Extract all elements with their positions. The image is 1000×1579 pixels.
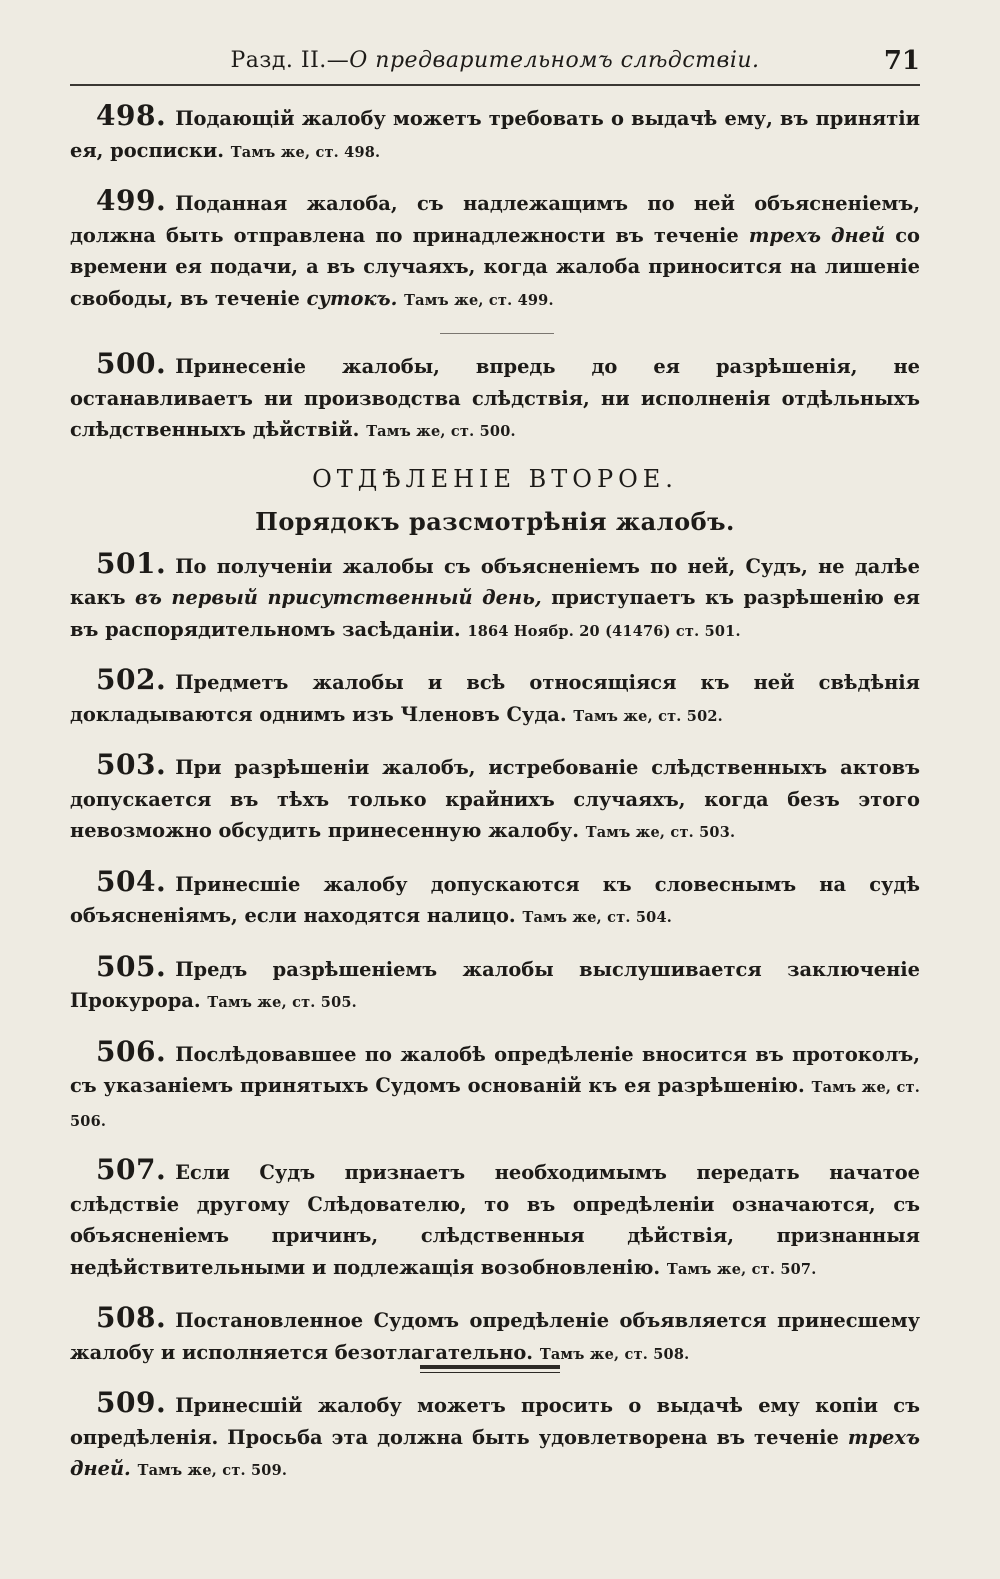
page-number: 71 [883, 46, 920, 76]
running-head-title [70, 48, 920, 73]
article-text: Поданная жалоба, съ надлежащимъ по ней объясненіемъ, должна быть отправлена по принадлежности въ теченіе [70, 192, 920, 247]
article-text: Предъ разрѣшеніемъ жалобы выслушивается заключеніе Прокурора. [70, 957, 920, 1012]
article-507 [70, 1154, 920, 1285]
article-number: 498. [96, 99, 167, 132]
article-number: 501. [96, 546, 167, 580]
running-head [70, 44, 920, 86]
article-text-italic: трехъ дней [748, 223, 886, 247]
article-505 [70, 951, 920, 1019]
article-reference: Тамъ же, ст. 502. [573, 707, 723, 725]
article-text: приступаетъ къ разрѣшенію ея въ распорядительномъ засѣданіи. [70, 586, 920, 641]
article-508 [70, 1302, 920, 1370]
article-503 [70, 749, 920, 849]
article-number: 506. [96, 1034, 167, 1068]
article-text: со времени ея подачи, а въ случаяхъ, когда жалоба приносится на лишеніе свободы, въ теченіе [70, 223, 920, 310]
article-501 [70, 548, 920, 648]
section-subheading: Порядокъ разсмотрѣнія жалобъ. [255, 506, 735, 536]
article-number: 503. [96, 748, 167, 781]
article-text: Принесшій жалобу можетъ просить о выдачѣ ему копіи съ опредѣленія. Просьба эта должна быть удовлетворена въ теченіе [70, 1394, 920, 1449]
article-text-italic: въ первый присутственный день, [134, 586, 542, 609]
article-text: По полученіи жалобы съ объясненіемъ по ней, Судъ, не далѣе какъ [70, 554, 920, 609]
running-head-prefix: Разд. II.— [230, 48, 350, 73]
article-500 [70, 348, 920, 448]
article-number: 508. [96, 1301, 167, 1334]
page-body [70, 100, 920, 1504]
article-498 [70, 100, 920, 168]
article-499 [70, 185, 920, 316]
article-number: 502. [96, 663, 167, 696]
running-head-italic: О предварительномъ слѣдствіи. [349, 48, 760, 73]
article-506 [70, 1036, 920, 1138]
article-text: Постановленное Судомъ опредѣленіе объявляется принесшему жалобу и исполняется безотлагательно. [70, 1309, 920, 1364]
article-text: Подающій жалобу можетъ требовать о выдачѣ ему, въ принятіи ея, росписки. [70, 107, 920, 162]
article-text: При разрѣшеніи жалобъ, истребованіе слѣдственныхъ актовъ допускается въ тѣхъ только крайнихъ случаяхъ, когда безъ этого невозможно обсудить принесенную жалобу. [70, 756, 920, 842]
article-502 [70, 664, 920, 732]
divider-rule [440, 333, 554, 334]
article-text: Принесеніе жалобы, впредь до ея разрѣшенія, не останавливаетъ ни производства слѣдствія, ни исполненія отдѣльныхъ слѣдственныхъ дѣйствій. [70, 355, 920, 441]
article-reference: Тамъ же, ст. 504. [522, 909, 672, 926]
article-509 [70, 1387, 920, 1487]
article-text: Послѣдовавшее по жалобѣ опредѣленіе вносится въ протоколъ, съ указаніемъ принятыхъ Судомъ основаній къ ея разрѣшенію. [70, 1042, 920, 1097]
section-heading: ОТДѢЛЕНІЕ ВТОРОЕ. [312, 464, 678, 493]
article-number: 509. [96, 1386, 167, 1419]
article-text: Предметъ жалобы и всѣ относящіяся къ ней свѣдѣнія докладываются однимъ изъ Членовъ Суда. [70, 671, 920, 726]
end-rule [420, 1365, 560, 1369]
article-504 [70, 866, 920, 934]
article-text: Если Судъ признаетъ необходимымъ передать начатое слѣдствіе другому Слѣдователю, то въ опредѣленіи означаются, съ объясненіемъ причинъ, слѣдственныя дѣйствія, признанныя недѣйствительными и подлежащія возобновленію. [70, 1161, 920, 1279]
article-reference: Тамъ же, ст. 507. [666, 1260, 817, 1278]
article-reference: Тамъ же, ст. 509. [137, 1462, 288, 1479]
article-number: 500. [96, 347, 167, 380]
article-number: 507. [96, 1153, 167, 1186]
article-text-italic: трехъ дней. [70, 1425, 920, 1480]
article-number: 499. [96, 184, 167, 217]
article-reference: Тамъ же, ст. 503. [585, 824, 736, 841]
article-text: Принесшіе жалобу допускаются къ словеснымъ на судѣ объясненіямъ, если находятся налицо. [70, 872, 920, 927]
article-reference: Тамъ же, ст. 498. [230, 143, 381, 161]
article-number: 505. [96, 949, 167, 983]
article-number: 504. [96, 864, 167, 898]
article-reference: Тамъ же, ст. 505. [207, 994, 357, 1011]
article-reference: Тамъ же, ст. 500. [366, 423, 516, 440]
article-text-italic: сутокъ. [306, 286, 398, 310]
article-reference: 1864 Ноябр. 20 (41476) ст. 501. [467, 622, 741, 640]
article-reference: Тамъ же, ст. 499. [404, 291, 554, 309]
article-reference: Тамъ же, ст. 506. [70, 1079, 920, 1130]
article-reference: Тамъ же, ст. 508. [539, 1345, 690, 1363]
